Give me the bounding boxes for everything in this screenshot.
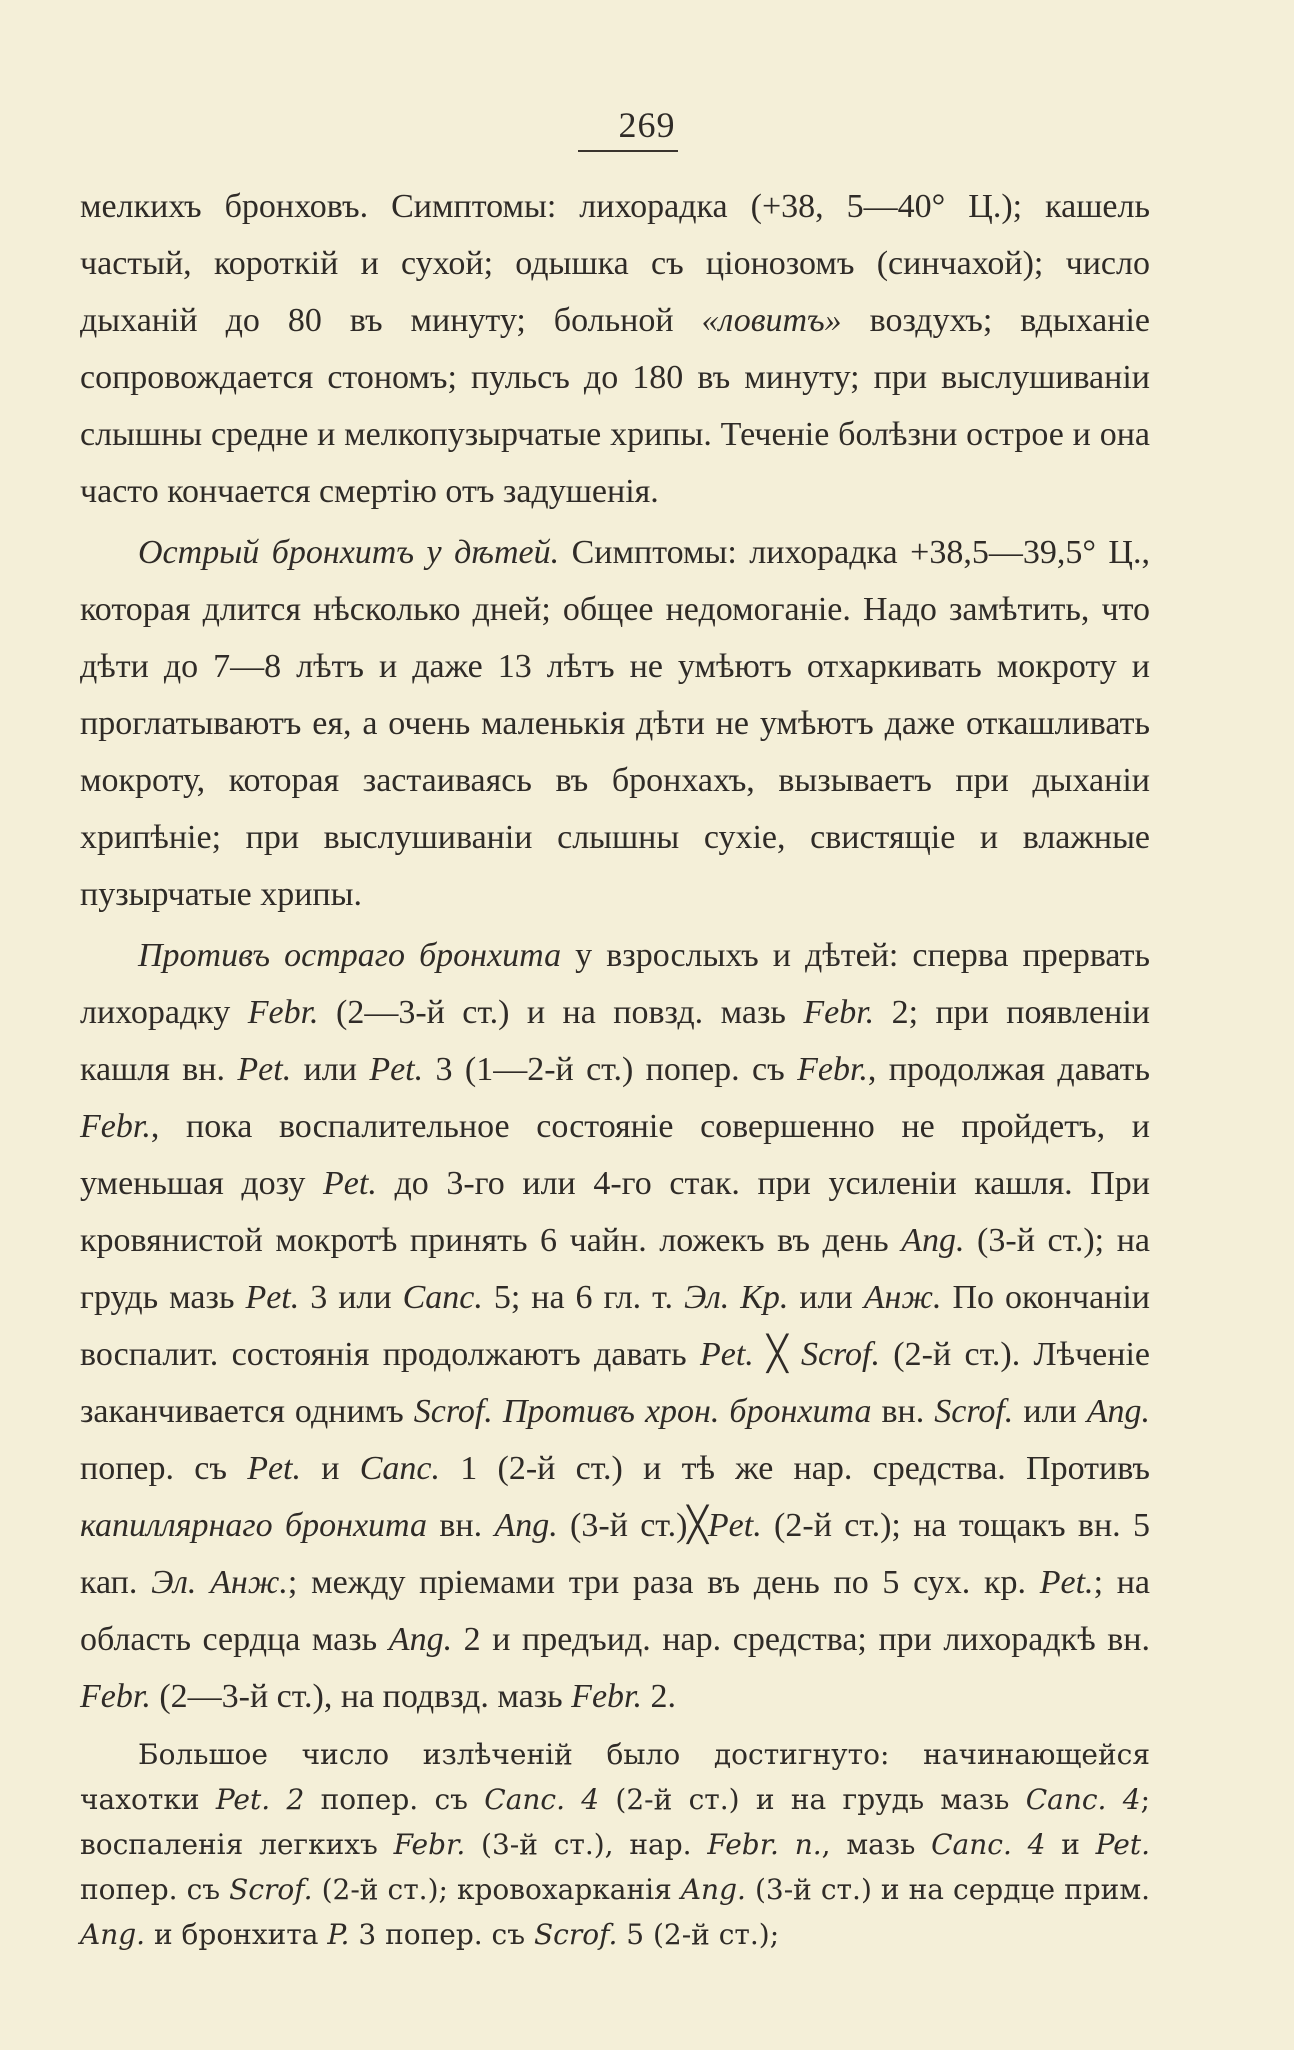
text-run: 2; при появленіи кашля вн. [80,994,1150,1088]
remedy-name: Pet. [699,1336,754,1373]
text-run: По окончаніи воспалит. состоянія продолжаютъ давать [80,1279,1150,1373]
remedy-name: Pet. [237,1051,292,1088]
text-run: (3-й ст.), нар. [465,1828,708,1861]
section-heading-inline: капиллярнаго бронхита [80,1507,428,1544]
remedy-name: Ang. [494,1507,558,1544]
remedy-name: Ang. [901,1222,965,1259]
remedy-name: Scrof. [800,1336,880,1373]
text-run: вн. [427,1507,495,1544]
remedy-name: Canc. 4 [931,1828,1046,1861]
text-run: у взрослыхъ и дѣтей: сперва прервать лихорадку [80,937,1150,1031]
page-number-underline [578,150,678,152]
text-run: 2 и предъид. нар. средства; при лихорадкѣ вн. [452,1621,1150,1658]
emphasis: «ловитъ» [701,302,842,339]
text-run: Большое число излѣченій было достигнуто: начинающейся чахотки [80,1738,1150,1816]
text-run: Симптомы: лихорадка +38,5—39,5° Ц., которая длится нѣсколько дней; общее недомоганіе. Надо замѣтить, что дѣти до 7—8 лѣтъ и даже 13 лѣтъ не умѣютъ отхаркивать мокроту и проглатываютъ ея, а очень маленькія дѣти не умѣютъ даже откашливать мокроту, которая застаиваясь въ бронхахъ, вызываетъ при дыханіи хрипѣніе; при выслушиваніи слышны сухіе, свистящіе и влажные пузырчатые хрипы. [80,534,1150,913]
text-run: 3 или [299,1279,403,1316]
remedy-name: Scrof. [229,1873,313,1906]
section-heading-inline: Противъ остраго бронхита [138,937,562,974]
remedy-name: Эл. Анж. [151,1564,288,1601]
remedy-name: Pet. [1039,1564,1094,1601]
text-run: ; воспаленія легкихъ [80,1783,1150,1861]
text-run: попер. съ [80,1873,230,1906]
remedy-name: Febr. [797,1051,868,1088]
remedy-name: Pet. [1095,1828,1150,1861]
remedy-name: P. [327,1918,350,1951]
remedy-name: Febr. [80,1678,151,1715]
remedy-name: Febr. [80,1108,151,1145]
text-run: или [1013,1393,1087,1430]
text-run: и бронхита [145,1918,328,1951]
text-run: до 3-го или 4-го стак. при усиленіи кашля. При кровянистой мокротѣ принять 6 чайн. ложекъ въ день [80,1165,1150,1259]
text-run: попер. съ [80,1450,248,1487]
text-run: ; на область сердца мазь [80,1564,1151,1658]
text-run: (3-й ст.)╳ [557,1507,708,1544]
paragraph-3 [80,927,1150,1725]
text-run [493,1393,503,1430]
text-run: (3-й ст.) и на сердце прим. [745,1873,1150,1906]
remedy-name: Ang. [1086,1393,1151,1430]
remedy-name: Pet. [369,1051,424,1088]
text-run: вн. [871,1393,935,1430]
remedy-name: Pet. [247,1450,301,1487]
remedy-name: Canc. 4 [1025,1783,1141,1816]
text-run: ; между пріемами три раза въ день по 5 сух. кр. [287,1564,1040,1601]
remedy-name: Ang. [680,1873,746,1906]
text-run: (2-й ст.) и на грудь мазь [599,1783,1026,1816]
remedy-name: Ang. [388,1621,453,1658]
remedy-name: Canc. 4 [484,1783,600,1816]
remedy-name: Canc. [402,1279,483,1316]
remedy-name: Анж. [863,1279,942,1316]
remedy-name: Pet. 2 [215,1783,305,1816]
remedy-name: Canc. [359,1450,441,1487]
text-run: 3 попер. съ [349,1918,534,1951]
text-run: мелкихъ бронховъ. Симптомы: лихорадка (+38, 5—40° Ц.); кашель частый, короткій и сухой; одышка съ ціонозомъ (синчахой); число дыханій до 80 въ минуту; больной [80,188,1150,339]
remedy-name: Pet. [323,1165,377,1202]
text-run: (3-й ст.); на грудь мазь [80,1222,1150,1316]
text-run: ╳ [753,1336,801,1373]
text-run: 5; на 6 гл. т. [482,1279,684,1316]
text-run: (2—3-й ст.) и на повзд. мазь [318,994,804,1031]
text-run: 5 (2-й ст.); [617,1918,780,1951]
text-run: , продолжая давать [867,1051,1150,1088]
text-run: 1 (2-й ст.) и тѣ же нар. средства. Противъ [440,1450,1150,1487]
remedy-name: Pet. [707,1507,762,1544]
remedy-name: Febr. [571,1678,642,1715]
text-run: воздухъ; вдыханіе сопровождается стономъ; пульсъ до 180 въ минуту; при выслушиваніи слышны средне и мелкопузырчатые хрипы. Теченіе болѣзни острое и она часто кончается смертію отъ задушенія. [80,302,1150,510]
remedy-name: Scrof. [533,1918,618,1951]
page-number: 269 [618,105,676,145]
text-run: и [1045,1828,1096,1861]
text-run: (2—3-й ст.), на подвзд. мазь [150,1678,572,1715]
text-run: или [788,1279,864,1316]
text-run: и [301,1450,360,1487]
section-heading-inline: Острый бронхитъ у дѣтей. [138,534,560,571]
text-run: (2-й ст.). Лѣченіе заканчивается однимъ [80,1336,1150,1430]
remedy-name: Pet. [245,1279,300,1316]
remedy-name: Febr. [393,1828,466,1861]
paragraph-1 [80,178,1150,520]
remedy-name: Febr. n. [707,1828,822,1861]
section-heading-inline: Противъ хрон. бронхита [502,1393,872,1430]
remedy-name: Scrof. [413,1393,493,1430]
text-run: , мазь [821,1828,932,1861]
note-paragraph [80,1732,1150,1957]
remedy-name: Ang. [80,1918,146,1951]
text-run: попер. съ [304,1783,485,1816]
text-run: (2-й ст.); на тощакъ вн. 5 кап. [80,1507,1151,1601]
remedy-name: Scrof. [934,1393,1014,1430]
main-text [80,178,1150,1725]
text-run: , пока воспалительное состояніе совершенно не пройдетъ, и уменьшая дозу [80,1108,1150,1202]
remedy-name: Febr. [803,994,875,1031]
text-run: 3 (1—2-й ст.) попер. съ [423,1051,798,1088]
remedy-name: Febr. [247,994,319,1031]
text-run: 2. [642,1678,676,1715]
remedy-name: Эл. Кр. [683,1279,789,1316]
small-print-note [80,1732,1150,1957]
paragraph-2 [80,524,1150,923]
text-run: или [291,1051,370,1088]
text-run: (2-й ст.); кровохарканія [312,1873,681,1906]
